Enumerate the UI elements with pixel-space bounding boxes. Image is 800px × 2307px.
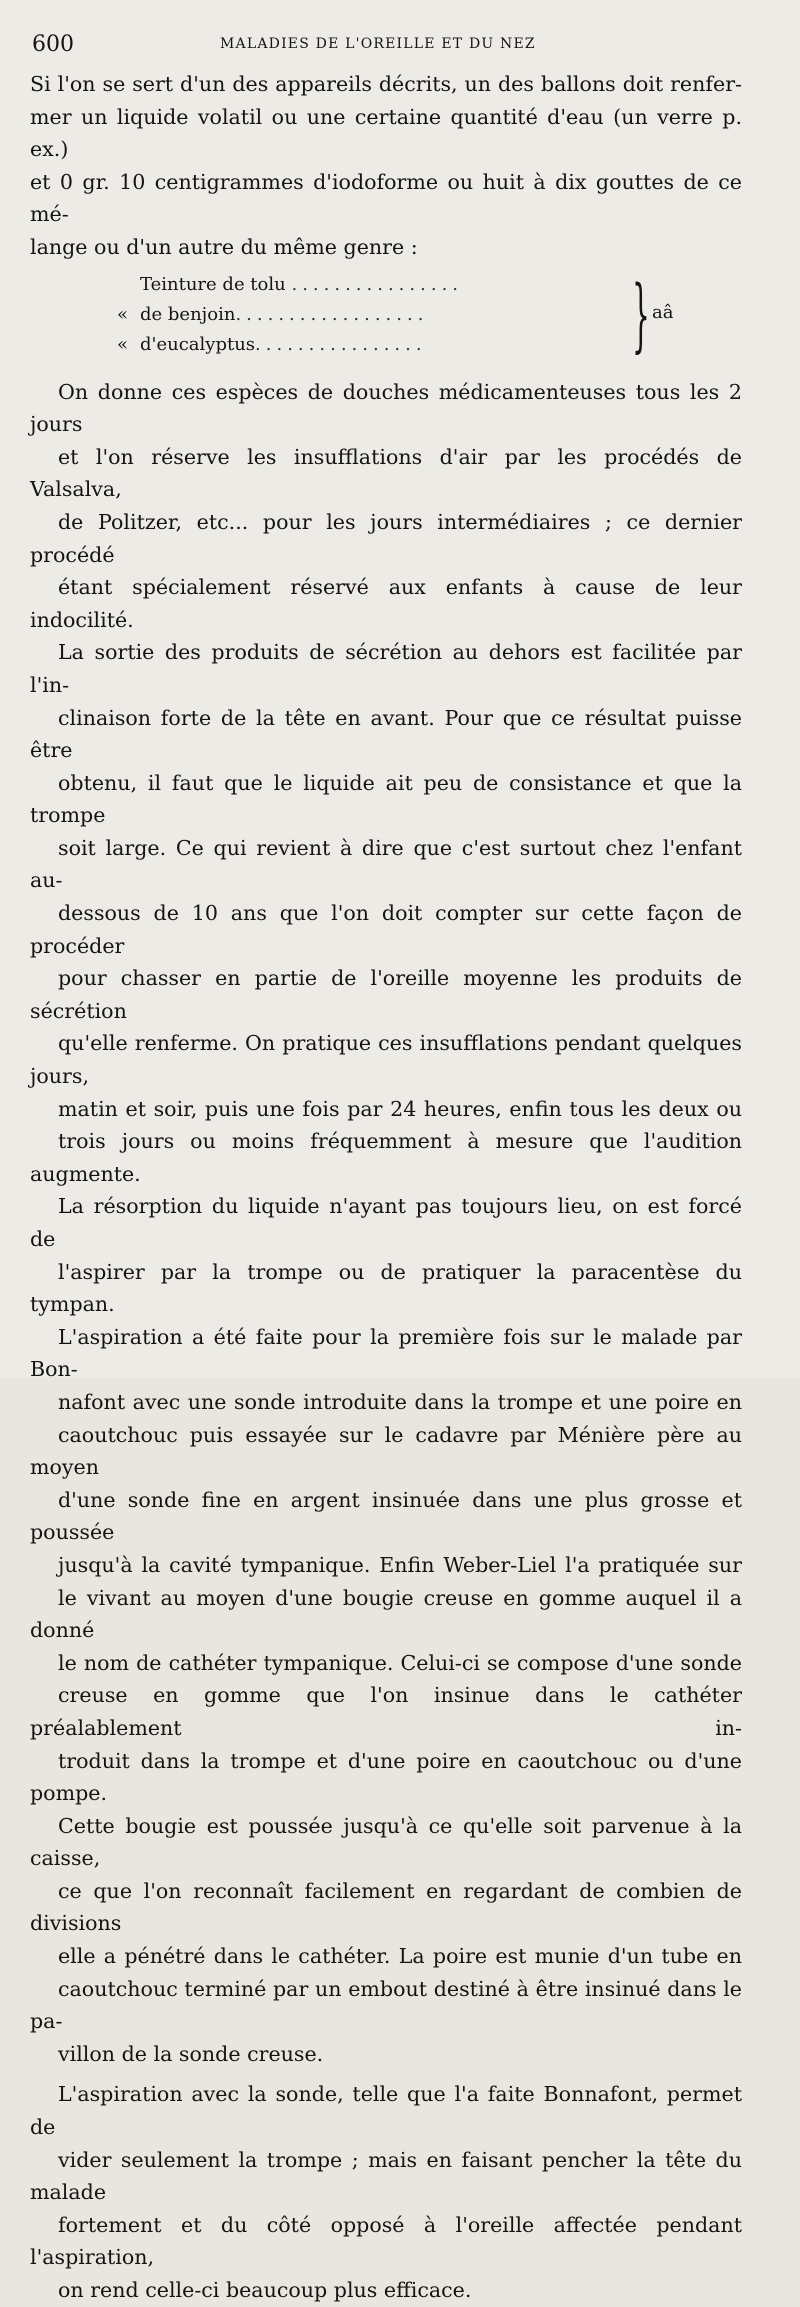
text-line: Cette bougie est poussée jusqu'à ce qu'elle soit parvenue à la caisse, <box>30 1813 742 1871</box>
text-line: fortement et du côté opposé à l'oreille affectée pendant l'aspiration, <box>30 2212 742 2270</box>
text-line: lange ou d'un autre du même genre : <box>30 234 418 259</box>
text-line: et 0 gr. 10 centigrammes d'iodoforme ou huit à dix gouttes de ce mé- <box>30 169 742 227</box>
text-line: On donne ces espèces de douches médicamenteuses tous les 2 jours <box>30 379 742 437</box>
text-line: d'une sonde fine en argent insinuée dans une plus grosse et poussée <box>30 1487 742 1545</box>
paragraph <box>30 376 742 637</box>
leader-dots: ................ <box>291 273 464 295</box>
paragraph <box>30 2078 742 2306</box>
recipe-item-name: Teinture de tolu <box>140 273 286 295</box>
leader-dots: ................ <box>255 333 427 355</box>
page-number: 600 <box>32 32 74 57</box>
text-line: le nom de cathéter tympanique. Celui-ci se compose d'une sonde <box>58 1650 742 1675</box>
text-line: dessous de 10 ans que l'on doit compter sur cette façon de procéder <box>30 901 742 958</box>
recipe-item-name: d'eucalyptus <box>140 333 256 355</box>
paragraph <box>30 636 742 1190</box>
text-line: et l'on réserve les insufflations d'air par les procédés de Valsalva, <box>30 444 742 502</box>
text-line: le vivant au moyen d'une bougie creuse en gomme auquel il a donné <box>30 1585 742 1643</box>
text-line: jusqu'à la cavité tympanique. Enfin Weber-Liel l'a pratiquée sur <box>58 1552 742 1577</box>
text-line: l'aspirer par la trompe ou de pratiquer la paracentèse du tympan. <box>30 1259 742 1317</box>
text-line: étant spécialement réservé aux enfants à cause de leur indocilité. <box>30 575 742 632</box>
recipe-item <box>98 300 628 330</box>
text-line: villon de la sonde creuse. <box>58 2041 324 2066</box>
recipe-item-name: de benjoin <box>140 303 236 325</box>
text-line: clinaison forte de la tête en avant. Pour que ce résultat puisse être <box>30 705 742 763</box>
text-line: caoutchouc puis essayée sur le cadavre par Ménière père au moyen <box>30 1422 742 1480</box>
recipe-block <box>30 268 742 364</box>
text-line: on rend celle-ci beaucoup plus efficace. <box>58 2278 472 2302</box>
text-line: troduit dans la trompe et d'une poire en caoutchouc ou d'une pompe. <box>30 1748 742 1806</box>
paragraph <box>30 1190 742 1320</box>
page-body <box>30 68 742 2307</box>
leader-dots: .................. <box>235 303 429 325</box>
text-line: obtenu, il faut que le liquide ait peu de consistance et que la trompe <box>30 770 742 828</box>
text-line: nafont avec une sonde introduite dans la trompe et une poire en <box>58 1389 742 1414</box>
text-line: vider seulement la trompe ; mais en faisant pencher la tête du malade <box>30 2147 742 2205</box>
text-line: La sortie des produits de sécrétion au dehors est facilitée par l'in- <box>30 640 742 697</box>
recipe-quantity: aâ <box>652 301 674 323</box>
ditto-mark: « <box>116 303 128 325</box>
recipe-item <box>98 330 628 360</box>
text-line: Si l'on se sert d'un des appareils décrits, un des ballons doit renfer- <box>30 72 742 96</box>
page-header <box>32 32 760 58</box>
text-line: de Politzer, etc... pour les jours intermédiaires ; ce dernier procédé <box>30 509 742 567</box>
text-line: matin et soir, puis une fois par 24 heures, enfin tous les deux ou <box>58 1096 742 1121</box>
ditto-mark: « <box>116 333 128 355</box>
text-line: soit large. Ce qui revient à dire que c'est surtout chez l'enfant au- <box>30 835 742 893</box>
paragraph <box>30 1321 742 2071</box>
running-title: MALADIES DE L'OREILLE ET DU NEZ <box>220 36 536 52</box>
text-line: ce que l'on reconnaît facilement en regardant de combien de divisions <box>30 1878 742 1936</box>
text-line: qu'elle renferme. On pratique ces insufflations pendant quelques jours, <box>30 1031 742 1089</box>
text-line: La résorption du liquide n'ayant pas toujours lieu, on est forcé de <box>30 1194 742 1251</box>
text-line: L'aspiration avec la sonde, telle que l'a faite Bonnafont, permet de <box>30 2082 742 2140</box>
brace-symbol: } <box>632 267 650 361</box>
text-line: L'aspiration a été faite pour la première fois sur le malade par Bon- <box>30 1324 742 1382</box>
text-line: trois jours ou moins fréquemment à mesure que l'audition augmente. <box>30 1129 742 1186</box>
intro-paragraph <box>30 68 742 264</box>
text-line: elle a pénétré dans le cathéter. La poire est munie d'un tube en <box>58 1944 742 1969</box>
recipe-item <box>98 270 628 300</box>
text-line: creuse en gomme que l'on insinue dans le cathéter préalablement in- <box>30 1683 742 1740</box>
text-line: mer un liquide volatil ou une certaine quantité d'eau (un verre p. ex.) <box>30 104 742 162</box>
text-line: pour chasser en partie de l'oreille moyenne les produits de sécrétion <box>30 966 742 1023</box>
text-line: caoutchouc terminé par un embout destiné à être insinué dans le pa- <box>30 1976 742 2034</box>
